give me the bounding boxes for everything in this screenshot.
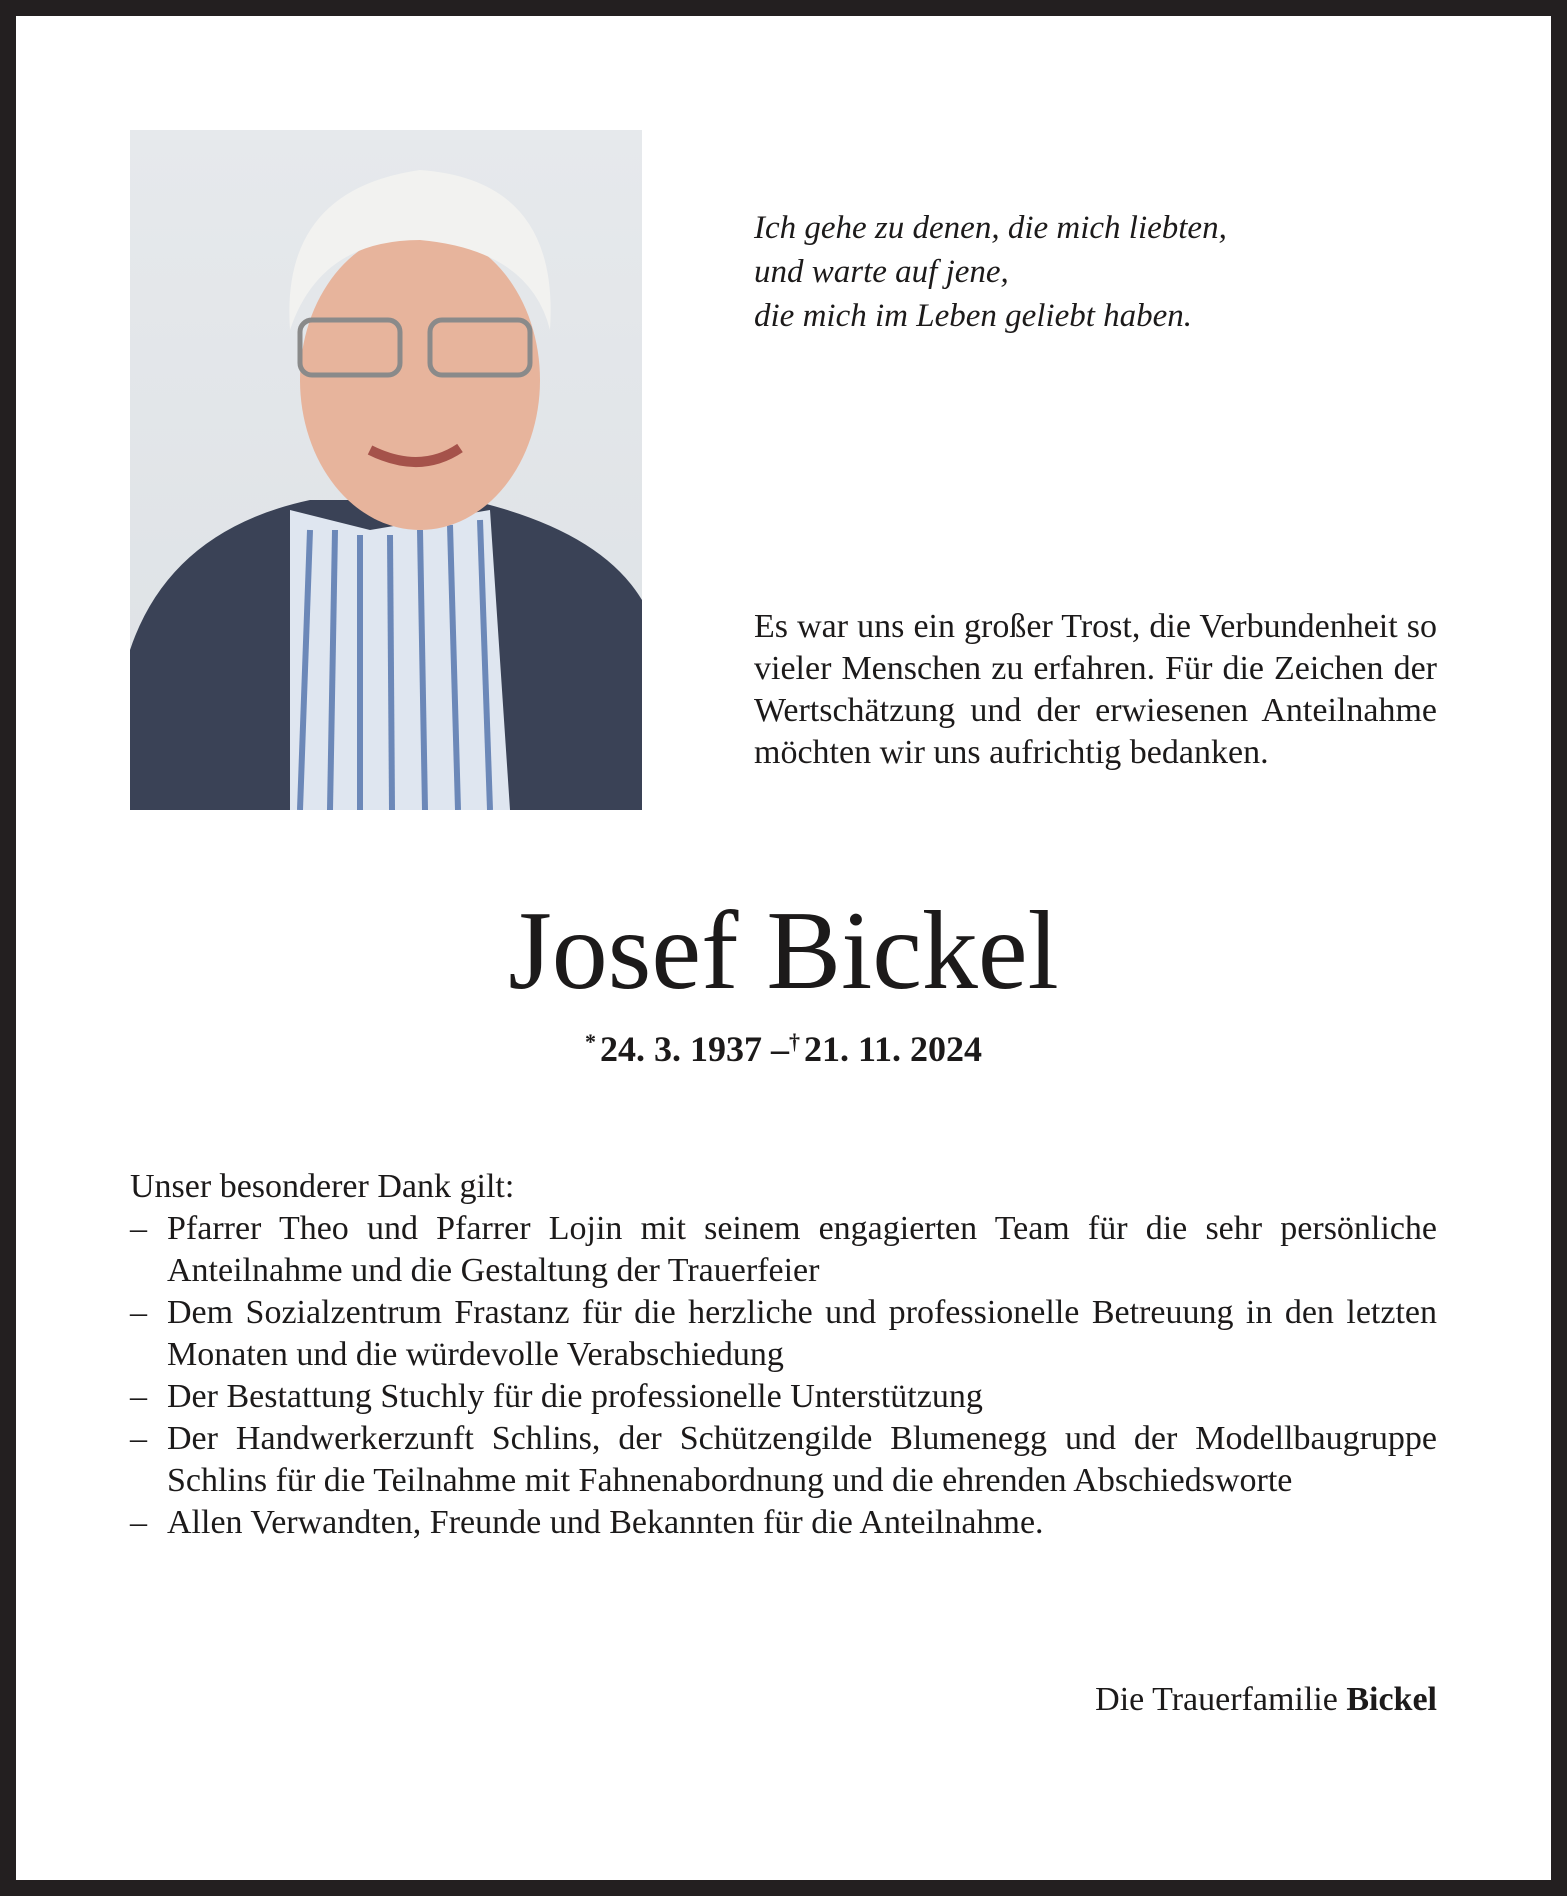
list-item [130,1208,1437,1292]
signature-prefix: Die Trauerfamilie [1095,1681,1338,1718]
list-item-text: Dem Sozialzentrum Frastanz für die herzliche und professionelle Betreuung in den letzten Monaten und die würdevolle Verabschiedung [167,1294,1437,1373]
death-date: 21. 11. 2024 [803,1029,982,1069]
signature [1095,1681,1437,1719]
death-symbol: † [788,1029,800,1054]
list-item-text: Der Bestattung Stuchly für die professionelle Unterstützung [167,1378,983,1415]
portrait-photo [130,130,642,810]
deceased-name: Josef Bickel [508,889,1059,1013]
list-item-text: Der Handwerkerzunft Schlins, der Schützengilde Blumenegg und der Modellbaugruppe Schlins für die Teilnahme mit Fahnenabordnung und die ehrenden Abschiedsworte [167,1420,1437,1499]
quote [754,206,1227,338]
thanks-heading: Unser besonderer Dank gilt: [130,1168,515,1205]
life-dates [16,1028,1551,1070]
dash: – [130,1420,147,1457]
quote-line: die mich im Leben geliebt haben. [754,298,1193,334]
list-item-text: Pfarrer Theo und Pfarrer Lojin mit seinem engagierten Team für die sehr persönliche Anteilnahme und die Gestaltung der Trauerfeier [167,1210,1437,1289]
list-item [130,1292,1437,1376]
list-item-text: Allen Verwandten, Freunde und Bekannten für die Anteilnahme. [167,1504,1044,1541]
dash: – [130,1210,147,1247]
date-separator: – [770,1029,789,1069]
thanks-list [130,1208,1437,1544]
quote-line: und warte auf jene, [754,254,1009,290]
list-item [130,1376,1437,1418]
dash: – [130,1378,147,1415]
quote-line: Ich gehe zu denen, die mich liebten, [754,210,1227,246]
thanks-section [130,1166,1437,1544]
list-item [130,1502,1437,1544]
obituary-page [16,16,1551,1880]
dash: – [130,1504,147,1541]
list-item [130,1418,1437,1502]
gratitude-paragraph: Es war uns ein großer Trost, die Verbundenheit so vieler Menschen zu erfahren. Für die Zeichen der Wertschätzung und der erwiesenen Anteilnahme möchten wir uns aufrichtig bedanken. [754,608,1437,771]
signature-family: Bickel [1346,1681,1437,1718]
birth-symbol: * [584,1029,596,1054]
birth-date: 24. 3. 1937 [599,1029,762,1069]
dash: – [130,1294,147,1331]
